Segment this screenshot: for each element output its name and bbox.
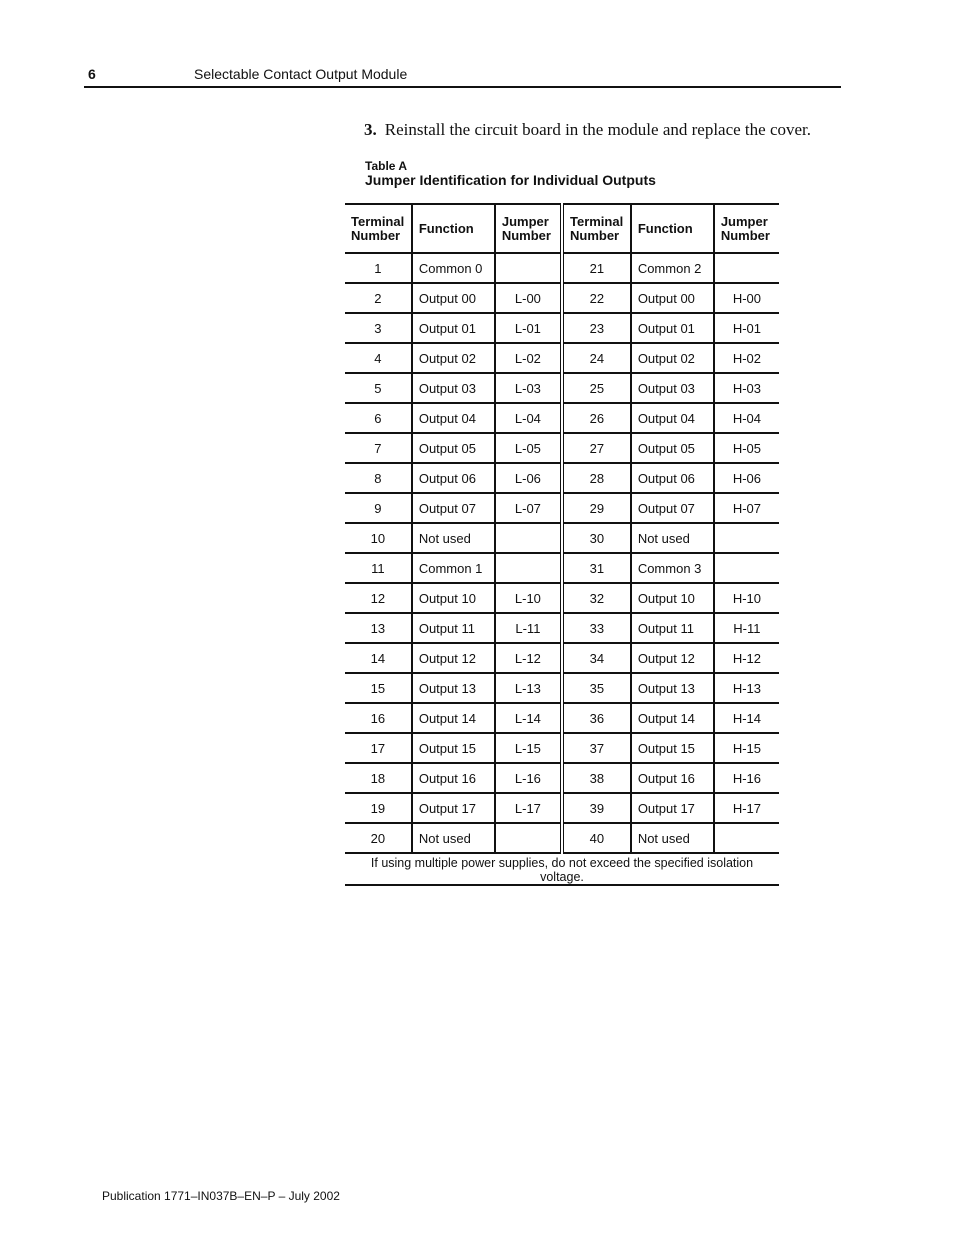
function-cell: Common 2	[631, 253, 714, 283]
jumper-number-cell: H-15	[714, 733, 779, 763]
function-cell: Not used	[412, 523, 495, 553]
function-cell: Output 15	[412, 733, 495, 763]
jumper-number-cell: L-07	[495, 493, 562, 523]
instruction-step	[364, 120, 811, 140]
terminal-number-cell: 15	[345, 673, 412, 703]
terminal-number-cell: 31	[562, 553, 631, 583]
jumper-number-cell: H-03	[714, 373, 779, 403]
table-row	[345, 823, 779, 853]
jumper-number-cell: H-05	[714, 433, 779, 463]
function-cell: Output 06	[631, 463, 714, 493]
table-label: Table A	[365, 159, 408, 173]
function-cell: Common 0	[412, 253, 495, 283]
function-cell: Common 3	[631, 553, 714, 583]
jumper-number-cell: L-11	[495, 613, 562, 643]
function-cell: Output 01	[412, 313, 495, 343]
jumper-number-cell: L-05	[495, 433, 562, 463]
jumper-number-cell: L-14	[495, 703, 562, 733]
table-row	[345, 463, 779, 493]
header-jumper-number: Jumper Number	[714, 204, 779, 253]
jumper-number-cell: H-12	[714, 643, 779, 673]
terminal-number-cell: 40	[562, 823, 631, 853]
function-cell: Output 04	[631, 403, 714, 433]
jumper-number-cell: H-04	[714, 403, 779, 433]
table-row	[345, 433, 779, 463]
table-row	[345, 373, 779, 403]
jumper-number-cell	[714, 253, 779, 283]
page-number: 6	[88, 66, 96, 82]
function-cell: Output 11	[412, 613, 495, 643]
terminal-number-cell: 13	[345, 613, 412, 643]
terminal-number-cell: 35	[562, 673, 631, 703]
function-cell: Output 10	[631, 583, 714, 613]
function-cell: Not used	[631, 523, 714, 553]
function-cell: Output 16	[631, 763, 714, 793]
table-row	[345, 643, 779, 673]
terminal-number-cell: 24	[562, 343, 631, 373]
table-caption: Jumper Identification for Individual Outputs	[365, 172, 656, 188]
terminal-number-cell: 32	[562, 583, 631, 613]
jumper-number-cell	[495, 253, 562, 283]
table-row	[345, 763, 779, 793]
function-cell: Output 07	[412, 493, 495, 523]
jumper-number-cell: H-00	[714, 283, 779, 313]
terminal-number-cell: 25	[562, 373, 631, 403]
table-row	[345, 613, 779, 643]
jumper-number-cell: L-00	[495, 283, 562, 313]
jumper-number-cell: L-02	[495, 343, 562, 373]
function-cell: Output 16	[412, 763, 495, 793]
jumper-number-cell: H-13	[714, 673, 779, 703]
function-cell: Common 1	[412, 553, 495, 583]
jumper-number-cell: L-17	[495, 793, 562, 823]
function-cell: Output 17	[412, 793, 495, 823]
function-cell: Output 13	[631, 673, 714, 703]
function-cell: Output 15	[631, 733, 714, 763]
jumper-number-cell	[714, 523, 779, 553]
terminal-number-cell: 16	[345, 703, 412, 733]
table-row	[345, 403, 779, 433]
jumper-number-cell: L-10	[495, 583, 562, 613]
publication-footer: Publication 1771–IN037B–EN–P – July 2002	[102, 1189, 340, 1203]
function-cell: Output 17	[631, 793, 714, 823]
table-row	[345, 313, 779, 343]
jumper-number-cell: L-03	[495, 373, 562, 403]
terminal-number-cell: 8	[345, 463, 412, 493]
header-rule	[84, 86, 841, 88]
jumper-number-cell: L-06	[495, 463, 562, 493]
terminal-number-cell: 9	[345, 493, 412, 523]
header-terminal-number: Terminal Number	[345, 204, 412, 253]
terminal-number-cell: 36	[562, 703, 631, 733]
header-terminal-number: Terminal Number	[562, 204, 631, 253]
jumper-number-cell	[495, 823, 562, 853]
table-row	[345, 673, 779, 703]
function-cell: Output 01	[631, 313, 714, 343]
jumper-number-cell: L-16	[495, 763, 562, 793]
table-row	[345, 493, 779, 523]
terminal-number-cell: 20	[345, 823, 412, 853]
table-row	[345, 553, 779, 583]
terminal-number-cell: 26	[562, 403, 631, 433]
terminal-number-cell: 28	[562, 463, 631, 493]
jumper-number-cell: H-01	[714, 313, 779, 343]
terminal-number-cell: 34	[562, 643, 631, 673]
terminal-number-cell: 23	[562, 313, 631, 343]
terminal-number-cell: 18	[345, 763, 412, 793]
table-footnote: If using multiple power supplies, do not exceed the specified isolation voltage.	[345, 853, 779, 885]
jumper-number-cell: H-16	[714, 763, 779, 793]
table-row	[345, 523, 779, 553]
jumper-number-cell: L-13	[495, 673, 562, 703]
terminal-number-cell: 14	[345, 643, 412, 673]
terminal-number-cell: 7	[345, 433, 412, 463]
table-row	[345, 253, 779, 283]
terminal-number-cell: 10	[345, 523, 412, 553]
jumper-number-cell: L-01	[495, 313, 562, 343]
table-row	[345, 793, 779, 823]
jumper-number-cell: H-06	[714, 463, 779, 493]
jumper-number-cell: H-10	[714, 583, 779, 613]
function-cell: Output 14	[631, 703, 714, 733]
function-cell: Output 11	[631, 613, 714, 643]
function-cell: Output 00	[631, 283, 714, 313]
table-row	[345, 283, 779, 313]
function-cell: Output 00	[412, 283, 495, 313]
terminal-number-cell: 22	[562, 283, 631, 313]
function-cell: Output 02	[631, 343, 714, 373]
terminal-number-cell: 21	[562, 253, 631, 283]
jumper-number-cell: H-17	[714, 793, 779, 823]
jumper-number-cell: H-11	[714, 613, 779, 643]
header-function: Function	[412, 204, 495, 253]
table-header-row	[345, 204, 779, 253]
step-number: 3.	[364, 120, 377, 139]
terminal-number-cell: 6	[345, 403, 412, 433]
jumper-number-cell: L-04	[495, 403, 562, 433]
jumper-number-cell	[714, 553, 779, 583]
terminal-number-cell: 27	[562, 433, 631, 463]
jumper-number-cell: H-07	[714, 493, 779, 523]
terminal-number-cell: 3	[345, 313, 412, 343]
terminal-number-cell: 1	[345, 253, 412, 283]
terminal-number-cell: 37	[562, 733, 631, 763]
function-cell: Not used	[631, 823, 714, 853]
function-cell: Output 12	[631, 643, 714, 673]
function-cell: Output 04	[412, 403, 495, 433]
function-cell: Output 10	[412, 583, 495, 613]
function-cell: Output 13	[412, 673, 495, 703]
function-cell: Output 14	[412, 703, 495, 733]
jumper-number-cell	[714, 823, 779, 853]
terminal-number-cell: 33	[562, 613, 631, 643]
terminal-number-cell: 17	[345, 733, 412, 763]
terminal-number-cell: 19	[345, 793, 412, 823]
table-row	[345, 733, 779, 763]
jumper-number-cell: L-12	[495, 643, 562, 673]
header-function: Function	[631, 204, 714, 253]
jumper-number-cell: H-14	[714, 703, 779, 733]
running-header-title: Selectable Contact Output Module	[194, 66, 408, 82]
function-cell: Output 03	[412, 373, 495, 403]
function-cell: Output 02	[412, 343, 495, 373]
function-cell: Output 03	[631, 373, 714, 403]
jumper-number-cell: L-15	[495, 733, 562, 763]
terminal-number-cell: 30	[562, 523, 631, 553]
function-cell: Output 12	[412, 643, 495, 673]
terminal-number-cell: 38	[562, 763, 631, 793]
table-row	[345, 703, 779, 733]
function-cell: Not used	[412, 823, 495, 853]
terminal-number-cell: 12	[345, 583, 412, 613]
terminal-number-cell: 5	[345, 373, 412, 403]
jumper-table	[345, 203, 779, 886]
jumper-number-cell	[495, 553, 562, 583]
table-row	[345, 343, 779, 373]
table-row	[345, 583, 779, 613]
terminal-number-cell: 39	[562, 793, 631, 823]
function-cell: Output 06	[412, 463, 495, 493]
terminal-number-cell: 11	[345, 553, 412, 583]
function-cell: Output 05	[412, 433, 495, 463]
function-cell: Output 05	[631, 433, 714, 463]
header-jumper-number: Jumper Number	[495, 204, 562, 253]
terminal-number-cell: 4	[345, 343, 412, 373]
jumper-number-cell: H-02	[714, 343, 779, 373]
jumper-number-cell	[495, 523, 562, 553]
step-text: Reinstall the circuit board in the module and replace the cover.	[384, 120, 812, 139]
table-footnote-row	[345, 853, 779, 885]
terminal-number-cell: 2	[345, 283, 412, 313]
function-cell: Output 07	[631, 493, 714, 523]
terminal-number-cell: 29	[562, 493, 631, 523]
